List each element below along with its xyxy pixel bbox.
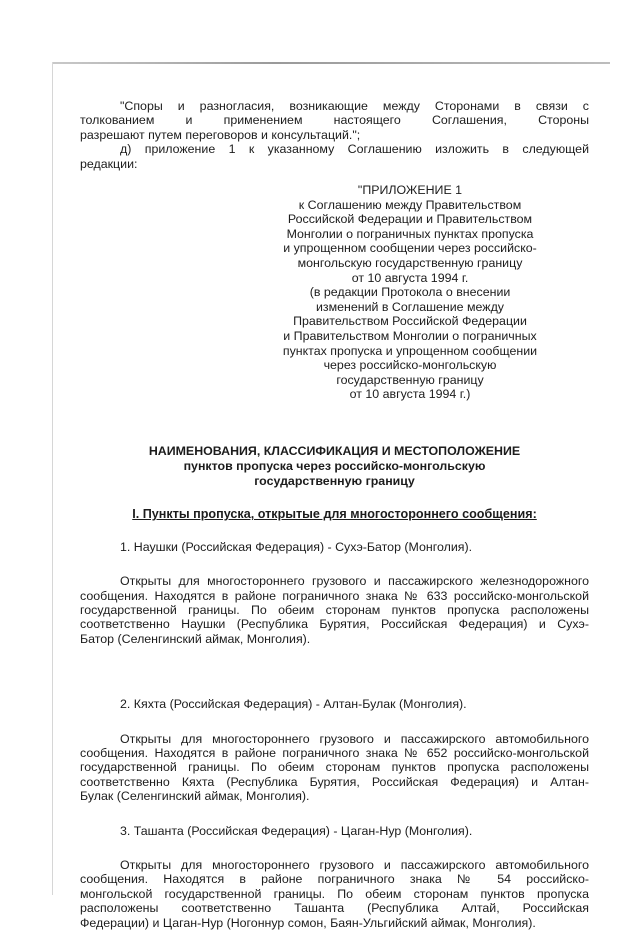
description-line: монгольской государственной границы. По обеим сторонам пунктов пропуска	[80, 886, 589, 901]
section-title: I. Пункты пропуска, открытые для многостороннего сообщения:	[132, 507, 537, 522]
appendix-line: Российской Федерации и Правительством	[287, 212, 533, 227]
description-line: государственной границы. По обеим сторонам пунктов пропуска расположены	[80, 760, 589, 775]
scan-edge-left	[52, 62, 53, 895]
document-heading	[80, 444, 589, 488]
checkpoint-description	[80, 858, 589, 930]
description-line: государственной границы. По обеим сторонам пунктов пропуска расположены	[80, 602, 589, 617]
description-line: Открыты для многостороннего грузового и пассажирского автомобильного	[120, 731, 589, 746]
description-line: соответственно Кяхта (Республика Бурятия, Российская Федерация) и Алтан-	[80, 774, 589, 789]
description-line: сообщения. Находятся в районе пограничного знака № 54 российско-	[80, 872, 589, 887]
heading-line-1: НАИМЕНОВАНИЯ, КЛАССИФИКАЦИЯ И МЕСТОПОЛОЖЕНИЕ	[148, 443, 521, 458]
heading-line-3: государственную границу	[254, 473, 415, 488]
dispute-clause-line-2: толкованием и применением настоящего Соглашения, Стороны	[80, 113, 589, 128]
checkpoint-title: 3. Ташанта (Российская Федерация) - Цаган-Нур (Монголия).	[120, 823, 473, 838]
description-line: сообщения. Находятся в районе пограничного знака № 633 российско-монгольской	[80, 588, 589, 603]
checkpoint-title: 2. Кяхта (Российская Федерация) - Алтан-Булак (Монголия).	[120, 697, 467, 712]
appendix-line: к Соглашению между Правительством	[298, 197, 522, 212]
appendix-line: от 10 августа 1994 г.	[351, 270, 469, 285]
dispute-clause-line-1: "Споры и разногласия, возникающие между Сторонами в связи с	[120, 99, 589, 113]
appendix-line: изменений в Соглашение между	[315, 299, 505, 314]
description-line: Открыты для многостороннего грузового и пассажирского автомобильного	[120, 858, 589, 873]
description-line: Батор (Селенгинский аймак, Монголия).	[80, 631, 311, 646]
checkpoint-description	[80, 574, 589, 646]
appendix-line: монгольскую государственную границу	[297, 256, 523, 270]
description-line: расположены соответственно Ташанта (Республика Алтай, Российская	[80, 901, 589, 916]
description-line: соответственно Наушки (Республика Бурятия, Российская Федерация) и Сухэ-	[80, 617, 589, 632]
appendix-line: Правительством Российской Федерации	[293, 314, 527, 329]
description-line: Булак (Селенгинский аймак, Монголия).	[80, 789, 310, 804]
appendix-header	[265, 183, 555, 402]
checkpoint-title: 1. Наушки (Российская Федерация) - Сухэ-Батор (Монголия).	[120, 539, 473, 554]
appendix-line: государственную границу	[336, 372, 484, 387]
checkpoint-description	[80, 732, 589, 804]
appendix-line: от 10 августа 1994 г.)	[349, 387, 471, 402]
description-line: Открыты для многостороннего грузового и пассажирского железнодорожного	[120, 574, 589, 589]
appendix-line: (в редакции Протокола о внесении	[309, 285, 511, 300]
heading-line-2: пунктов пропуска через российско-монгольскую	[183, 458, 486, 473]
description-line: Федерации) и Цаган-Нур (Ногоннур сомон, Баян-Ульгийский аймак, Монголия).	[80, 915, 536, 930]
document-body	[80, 99, 589, 930]
dispute-clause-line-3: разрешают путем переговоров и консультаций.";	[80, 127, 361, 142]
appendix-line: "ПРИЛОЖЕНИЕ 1	[357, 183, 463, 198]
appendix-line: и Правительством Монголии о пограничных	[283, 328, 537, 343]
appendix-line: через российско-монгольскую	[323, 358, 497, 373]
appendix-line: Монголии о пограничных пунктах пропуска	[286, 226, 534, 241]
appendix-line: пунктах пропуска и упрощенном сообщении	[282, 343, 538, 358]
appendix-line: и упрощенном сообщении через российско-	[283, 241, 537, 256]
description-line: сообщения. Находятся в районе пограничного знака № 652 российско-монгольской	[80, 745, 589, 760]
item-d-line-2: редакции:	[80, 156, 138, 171]
scan-edge-top	[52, 62, 610, 64]
item-d-line-1: д) приложение 1 к указанному Соглашению изложить в следующей	[120, 142, 589, 157]
